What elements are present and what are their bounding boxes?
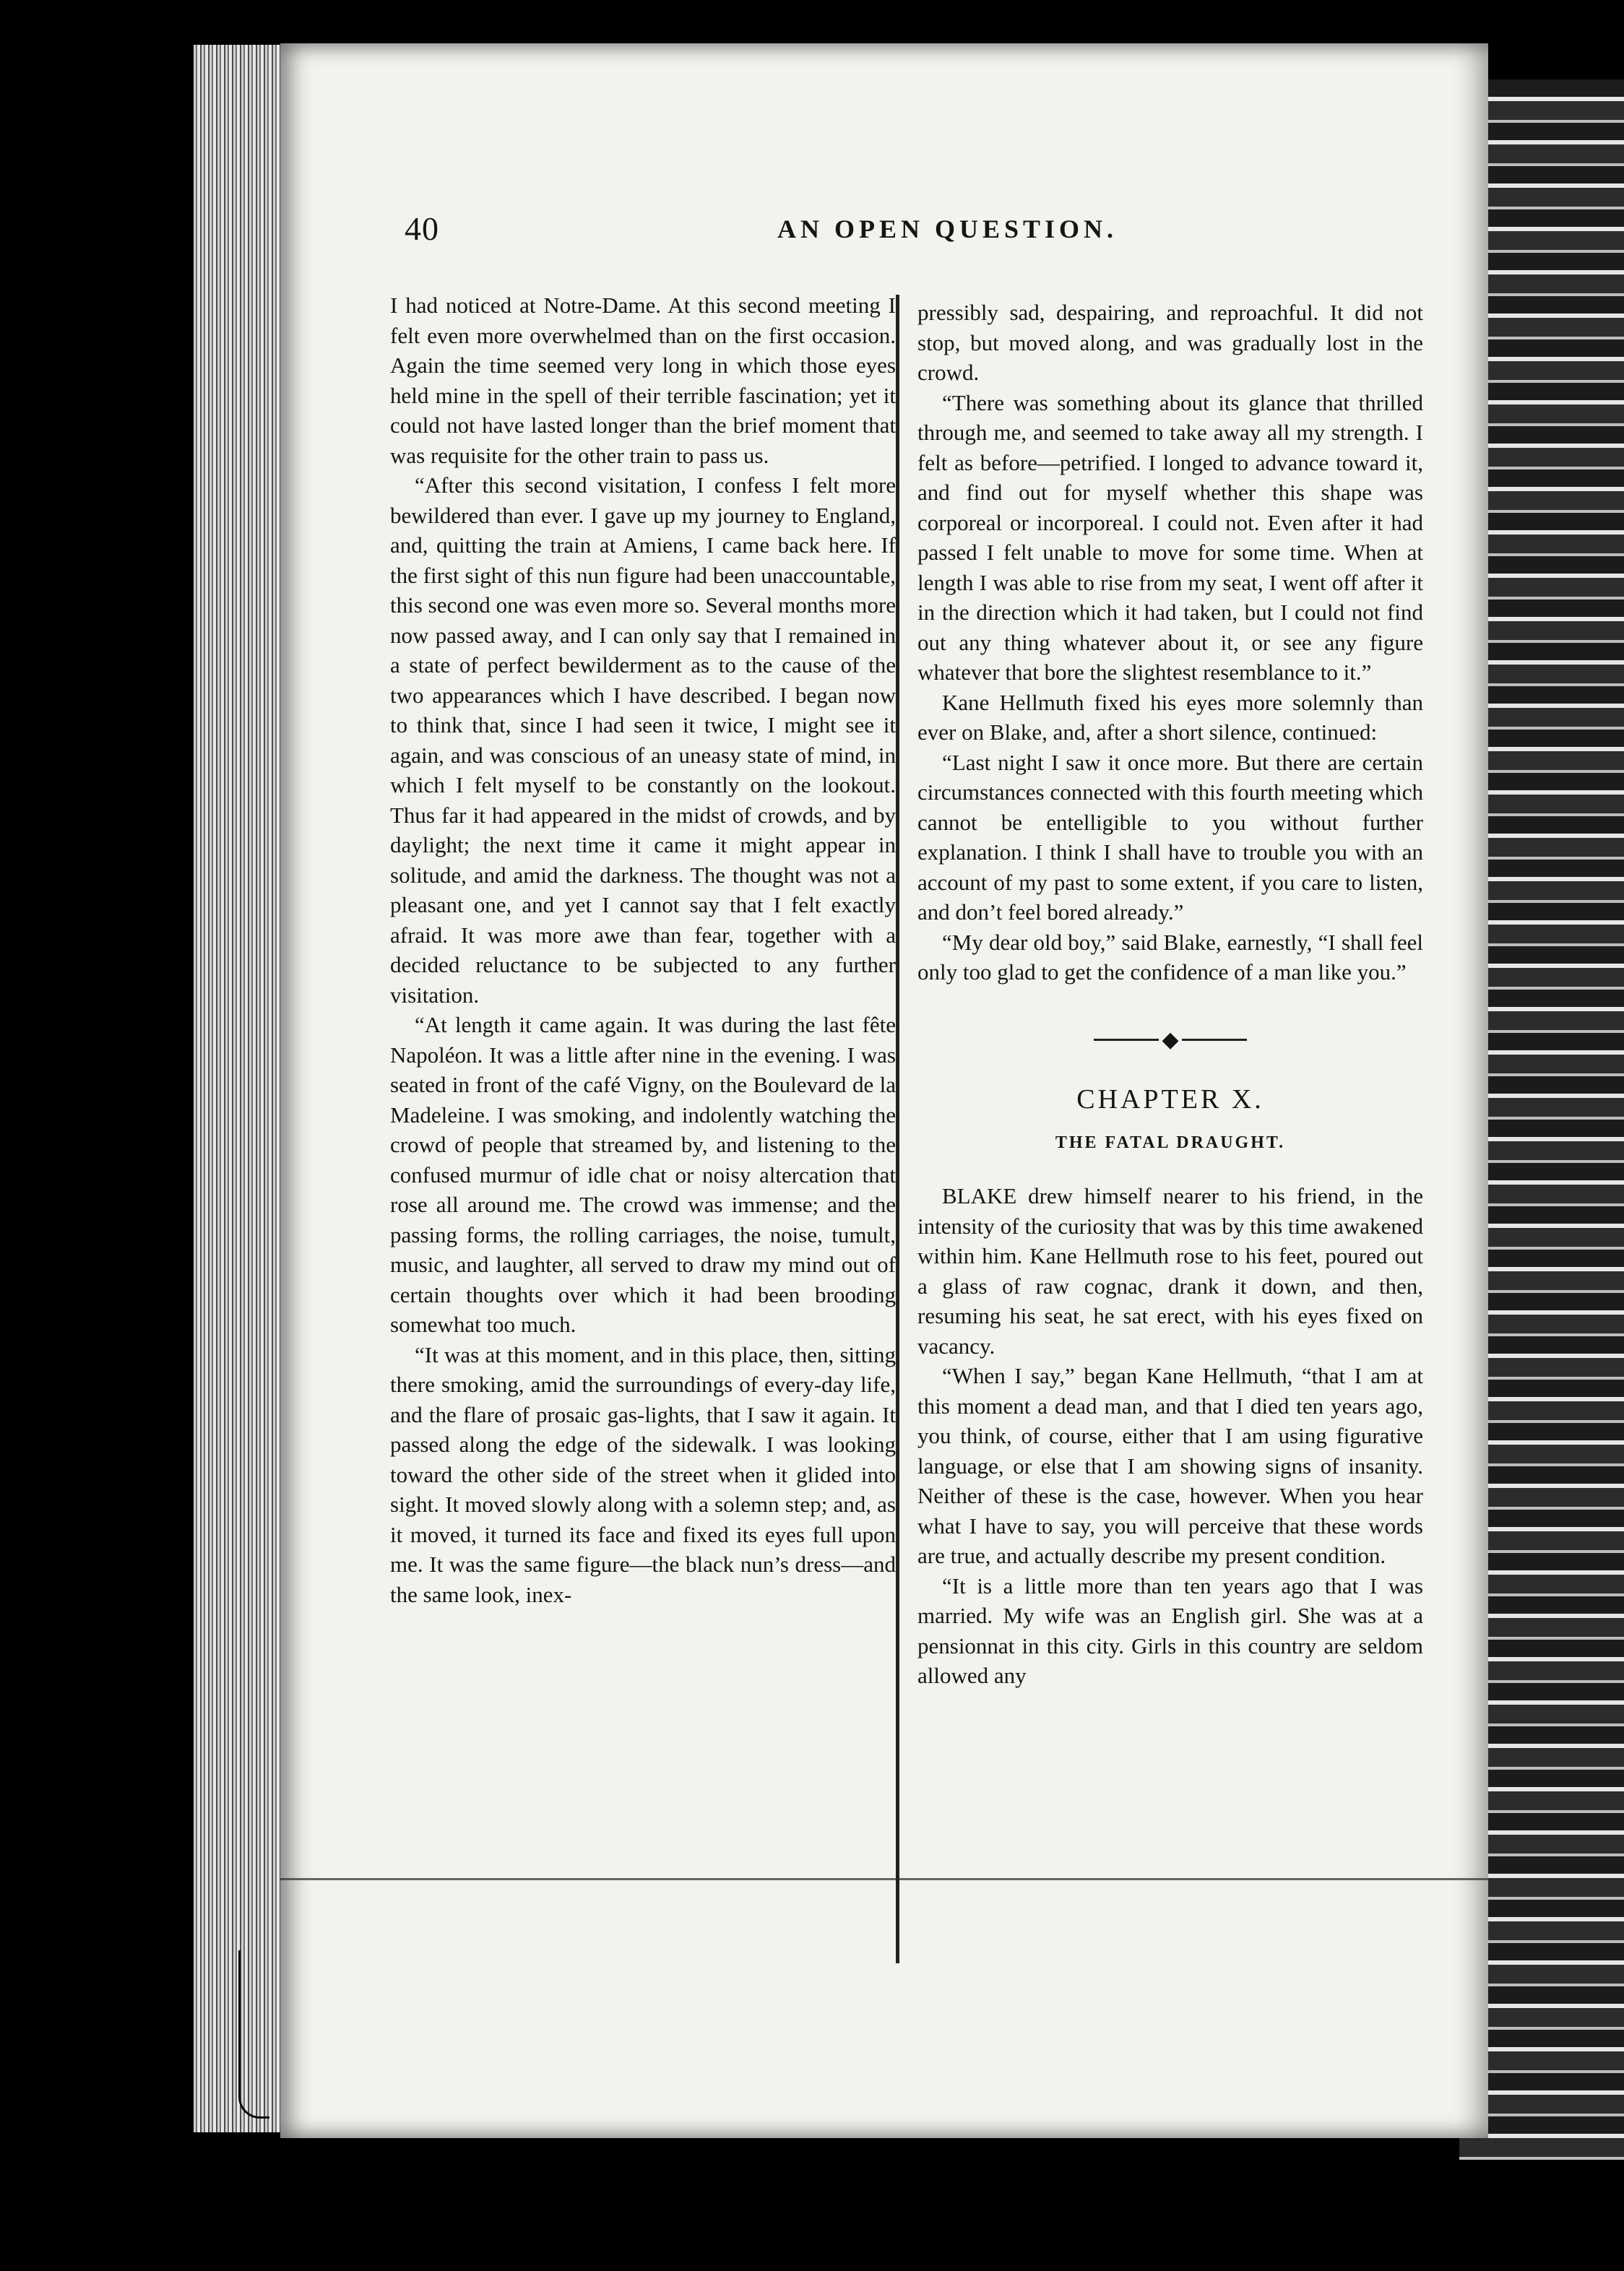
paragraph: pressibly sad, despairing, and reproachful. It did not stop, but moved along, and was gradually lost in the crowd. [917,300,1423,385]
paragraph: BLAKE drew himself nearer to his friend, in the intensity of the curiosity that was by this time awakened within him. Kane Hellmuth rose to his feet, poured out a glass of raw cognac, drank it down, and then, resuming his seat, he sat erect, with his eyes fixed on vacancy. [917,1183,1423,1359]
paragraph: “After this second visitation, I confess I felt more bewildered than ever. I gave up my journey to England, and, quitting the train at Amiens, I came back here. If the first sight of this nun figure had been unaccountable, this second one was even more so. Several months more now passed away, and I can only say that I remained in a state of perfect bewilderment as to the cause of the two appearances which I have described. I began now to think that, since I had seen it twice, I might see it again, and was conscious of an uneasy state of mind, in which I felt myself to be constantly on the lookout. Thus far it had appeared in the midst of crowds, and by daylight; the next time it came it might appear in solitude, and amid the darkness. The thought was not a pleasant one, and yet I cannot say that I felt exactly afraid. It was more awe than fear, together with a decided reluctance to be subjected to any further visitation. [390,472,896,1008]
paragraph: Kane Hellmuth fixed his eyes more solemnly than ever on Blake, and, after a short silence, continued: [917,689,1423,745]
left-column [390,290,896,1609]
paragraph: “There was something about its glance that thrilled through me, and seemed to take away all my strength. I felt as before—petrified. I longed to advance toward it, and find out for myself whether this shape was corporeal or incorporeal. I could not. Even after it had passed I felt unable to move for some time. When at length I was able to rise from my seat, I went off after it in the direction which it had taken, but I could not find out any thing whatever about it, or see any figure whatever that bore the slightest resemblance to it.” [917,389,1423,685]
scan-artifact-line [280,1878,1488,1880]
paragraph: “When I say,” began Kane Hellmuth, “that I am at this moment a dead man, and that I died ten years ago, you think, of course, either that I am using figurative language, or else that I am showing signs of insanity. Neither of these is the case, however. When you hear what I have to say, you will perceive that these words are true, and actually describe my present condition. [917,1363,1423,1569]
chapter-subtitle: THE FATAL DRAUGHT. [1055,1133,1286,1152]
paragraph: I had noticed at Notre-Dame. At this second meeting I felt even more overwhelmed than on the first occasion. Again the time seemed very long in which those eyes held mine in the spell of their terrible fascination; yet it could not have lasted longer than the brief moment that was requisite for the other train to pass us. [390,293,896,468]
paragraph: “My dear old boy,” said Blake, earnestly, “I shall feel only too glad to get the confidence of a man like you.” [917,929,1423,985]
paragraph: “Last night I saw it once more. But there are certain circumstances connected with this fourth meeting which cannot be entelligible to you without further explanation. I think I shall have to trouble you with an account of my past to some extent, if you care to listen, and don’t feel bored already.” [917,749,1423,925]
running-head: AN OPEN QUESTION. [777,215,1118,243]
right-column [917,298,1423,1691]
column-divider [896,295,899,1963]
chapter-title: CHAPTER X. [1076,1084,1264,1115]
section-ornament: ◆ [917,1024,1423,1055]
paragraph: “It was at this moment, and in this place, then, sitting there smoking, amid the surroundings of every-day life, and the flare of prosaic gas-lights, that I saw it again. It passed along the edge of the sidewalk. I was looking toward the other side of the street when it glided into sight. It moved slowly along with a solemn step; and, as it moved, it turned its face and fixed its eyes full upon me. It was the same figure—the black nun’s dress—and the same look, inex- [390,1341,896,1607]
paragraph: “At length it came again. It was during the last fête Napoléon. It was a little after nine in the evening. I was seated in front of the café Vigny, on the Boulevard de la Madeleine. I was smoking, and indolently watching the crowd of people that streamed by, and listening to the confused murmur of idle chat or noisy altercation that rose all around me. The crowd was immense; and the passing forms, the rolling carriages, the noise, tumult, music, and laughter, all served to draw my mind out of certain thoughts over which it had been brooding somewhat too much. [390,1012,896,1337]
page-number: 40 [405,210,439,247]
paragraph: “It is a little more than ten years ago that I was married. My wife was an English girl. She was at a pensionnat in this city. Girls in this country are seldom allowed any [917,1573,1423,1689]
page-header [405,209,1430,260]
pencil-mark [238,1950,269,2119]
